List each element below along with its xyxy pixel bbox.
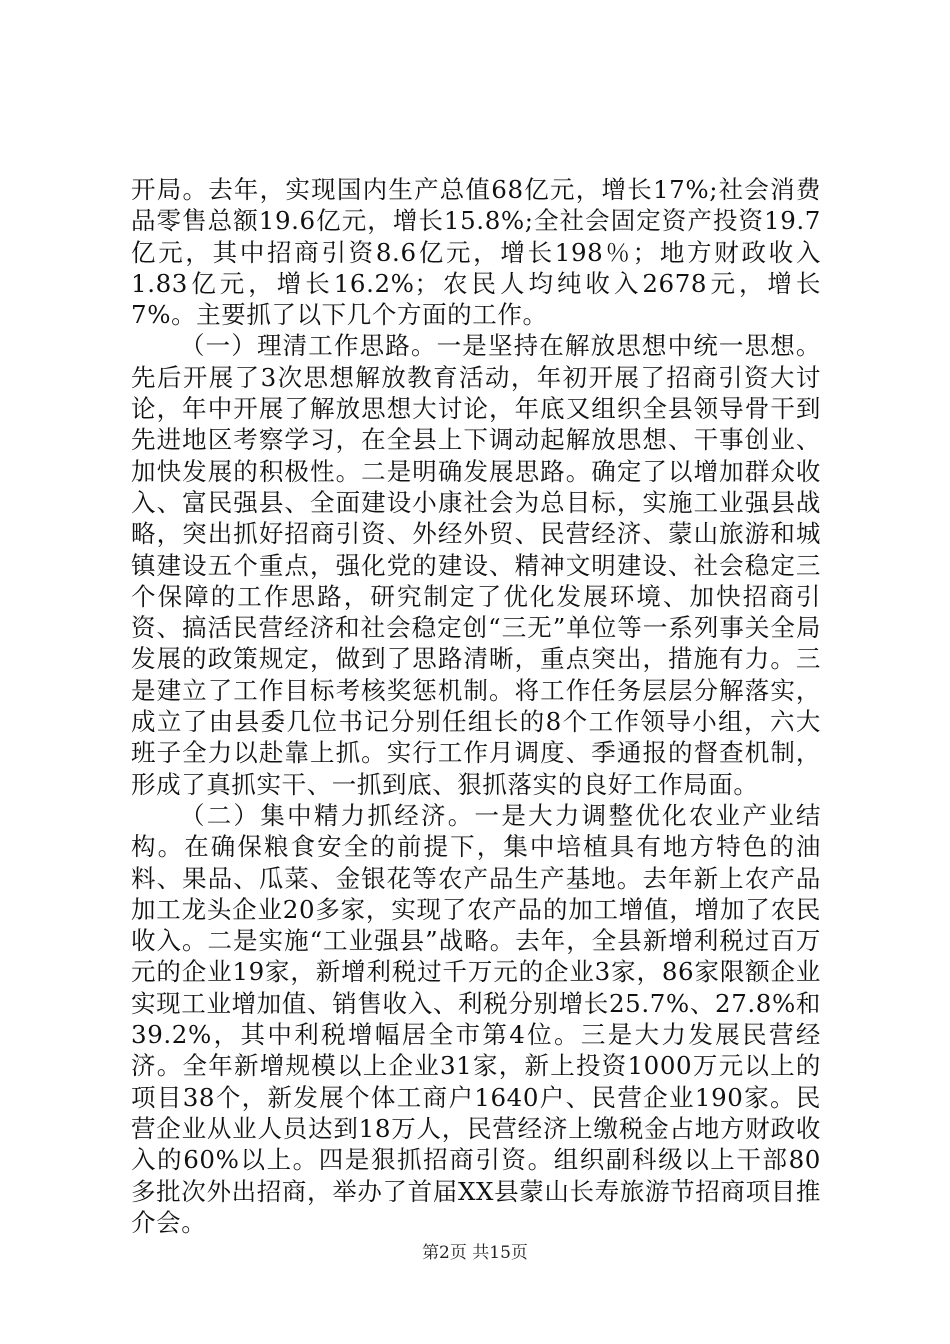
paragraph-economy: （二）集中精力抓经济。一是大力调整优化农业产业结构。在确保粮食安全的前提下，集中培植具有地方特色的油料、果品、瓜菜、金银花等农产品生产基地。去年新上农产品加工龙头企业20多家，实现了农产品的加工增值，增加了农民收入。二是实施“工业强县”战略。去年，全县新增利税过百万元的企业19家，新增利税过千万元的企业3家，86家限额企业实现工业增加值、销售收入、利税分别增长25.7%、27.8%和39.2%，其中利税增幅居全市第4位。三是大力发展民营经济。全年新增规模以上企业31家，新上投资1000万元以上的项目38个，新发展个体工商户1640户、民营企业190家。民营企业从业人员达到18万人，民营经济上缴税金占地方财政收入的60%以上。四是狠抓招商引资。组织副科级以上干部80多批次外出招商，举办了首届XX县蒙山长寿旅游节招商项目推介会。: [131, 800, 821, 1237]
body-text: [131, 174, 821, 1238]
page-footer: 第2页 共15页: [422, 1243, 528, 1263]
paragraph-work-approach: （一）理清工作思路。一是坚持在解放思想中统一思想。先后开展了3次思想解放教育活动，年初开展了招商引资大讨论，年中开展了解放思想大讨论，年底又组织全县领导骨干到先进地区考察学习，在全县上下调动起解放思想、干事创业、加快发展的积极性。二是明确发展思路。确定了以增加群众收入、富民强县、全面建设小康社会为总目标，实施工业强县战略，突出抓好招商引资、外经外贸、民营经济、蒙山旅游和城镇建设五个重点，强化党的建设、精神文明建设、社会稳定三个保障的工作思路，研究制定了优化发展环境、加快招商引资、搞活民营经济和社会稳定创“三无”单位等一系列事关全局发展的政策规定，做到了思路清晰，重点突出，措施有力。三是建立了工作目标考核奖惩机制。将工作任务层层分解落实，成立了由县委几位书记分别任组长的8个工作领导小组，六大班子全力以赴靠上抓。实行工作月调度、季通报的督查机制，形成了真抓实干、一抓到底、狠抓落实的良好工作局面。: [131, 331, 821, 799]
paragraph-continuation: 开局。去年，实现国内生产总值68亿元，增长17%;社会消费品零售总额19.6亿元，增长15.8%;全社会固定资产投资19.7亿元，其中招商引资8.6亿元，增长198％；地方财政收入1.83亿元，增长16.2%；农民人均纯收入2678元，增长7%。主要抓了以下几个方面的工作。: [131, 175, 821, 330]
